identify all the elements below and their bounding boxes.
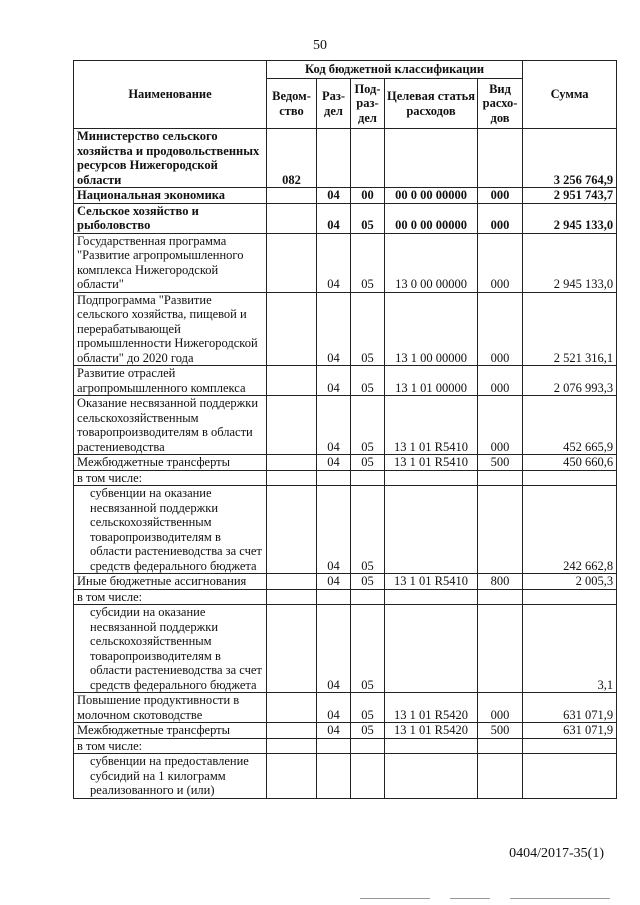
- cell-vid: [478, 605, 523, 693]
- cell-razdel: [317, 470, 351, 486]
- cell-podrazdel: 05: [351, 396, 385, 455]
- cell-podrazdel: 05: [351, 605, 385, 693]
- budget-table: [73, 60, 617, 799]
- cell-vid: [478, 738, 523, 754]
- cell-vid: 000: [478, 693, 523, 723]
- cell-razdel: 04: [317, 203, 351, 233]
- cell-target: 13 1 01 R5420: [385, 723, 478, 739]
- table-row: [74, 605, 617, 693]
- cell-vedomstvo: [267, 470, 317, 486]
- header-razdel: Раз-дел: [317, 79, 351, 129]
- cell-vid: [478, 754, 523, 799]
- cell-razdel: [317, 129, 351, 188]
- cell-target: [385, 738, 478, 754]
- table-header: [74, 61, 617, 129]
- cell-vid: 000: [478, 233, 523, 292]
- cell-vedomstvo: [267, 589, 317, 605]
- cell-target: 13 1 01 R5410: [385, 455, 478, 471]
- cell-podrazdel: 05: [351, 486, 385, 574]
- table-row: [74, 754, 617, 799]
- cell-sum: 3 256 764,9: [523, 129, 617, 188]
- cell-vedomstvo: [267, 738, 317, 754]
- cell-vid: 000: [478, 292, 523, 366]
- cell-target: [385, 486, 478, 574]
- table-row: [74, 233, 617, 292]
- cell-vedomstvo: [267, 396, 317, 455]
- cell-razdel: 04: [317, 233, 351, 292]
- table-row: [74, 129, 617, 188]
- table-row: [74, 188, 617, 204]
- cell-sum: [523, 738, 617, 754]
- cell-vid: 500: [478, 455, 523, 471]
- header-code-group: Код бюджетной классификации: [267, 61, 523, 79]
- cell-vid: 500: [478, 723, 523, 739]
- table-body: [74, 129, 617, 799]
- table-row: [74, 589, 617, 605]
- table-row: [74, 723, 617, 739]
- cell-sum: 242 662,8: [523, 486, 617, 574]
- cell-podrazdel: 05: [351, 203, 385, 233]
- cell-name: в том числе:: [74, 470, 267, 486]
- cell-name: Иные бюджетные ассигнования: [74, 574, 267, 590]
- cell-target: 13 1 01 R5420: [385, 693, 478, 723]
- cell-sum: 452 665,9: [523, 396, 617, 455]
- table-row: [74, 486, 617, 574]
- cell-vid: 000: [478, 188, 523, 204]
- cell-razdel: 04: [317, 605, 351, 693]
- cell-razdel: 04: [317, 188, 351, 204]
- page-number: 50: [313, 38, 327, 53]
- cell-razdel: 04: [317, 292, 351, 366]
- header-vedomstvo: Ведом-ство: [267, 79, 317, 129]
- cell-razdel: [317, 754, 351, 799]
- cell-razdel: 04: [317, 693, 351, 723]
- cell-name: Повышение продуктивности в молочном скотоводстве: [74, 693, 267, 723]
- cell-target: [385, 470, 478, 486]
- cell-razdel: 04: [317, 486, 351, 574]
- cell-name: Государственная программа "Развитие агропромышленного комплекса Нижегородской области": [74, 233, 267, 292]
- table-row: [74, 396, 617, 455]
- cell-name: в том числе:: [74, 589, 267, 605]
- table-row: [74, 203, 617, 233]
- cell-sum: 2 076 993,3: [523, 366, 617, 396]
- cell-target: 00 0 00 00000: [385, 188, 478, 204]
- cell-podrazdel: [351, 589, 385, 605]
- cell-podrazdel: [351, 470, 385, 486]
- header-vid: Вид расхо-дов: [478, 79, 523, 129]
- header-name: Наименование: [74, 61, 267, 129]
- cell-podrazdel: 00: [351, 188, 385, 204]
- cell-vedomstvo: [267, 605, 317, 693]
- cell-vedomstvo: 082: [267, 129, 317, 188]
- cell-razdel: [317, 589, 351, 605]
- cell-vid: [478, 486, 523, 574]
- cell-name: Межбюджетные трансферты: [74, 723, 267, 739]
- cell-sum: 450 660,6: [523, 455, 617, 471]
- cell-vedomstvo: [267, 188, 317, 204]
- cell-razdel: 04: [317, 723, 351, 739]
- cell-sum: 631 071,9: [523, 723, 617, 739]
- cell-sum: 2 945 133,0: [523, 233, 617, 292]
- cell-target: 13 0 00 00000: [385, 233, 478, 292]
- cell-razdel: [317, 738, 351, 754]
- cell-sum: [523, 470, 617, 486]
- cell-podrazdel: 05: [351, 366, 385, 396]
- cell-vedomstvo: [267, 292, 317, 366]
- cell-sum: 2 945 133,0: [523, 203, 617, 233]
- cell-vedomstvo: [267, 754, 317, 799]
- cell-sum: [523, 754, 617, 799]
- cell-name: в том числе:: [74, 738, 267, 754]
- cell-vedomstvo: [267, 574, 317, 590]
- table-row: [74, 738, 617, 754]
- cell-sum: [523, 589, 617, 605]
- cell-vedomstvo: [267, 693, 317, 723]
- cell-vid: 800: [478, 574, 523, 590]
- cell-sum: 2 521 316,1: [523, 292, 617, 366]
- table-row: [74, 693, 617, 723]
- cell-podrazdel: 05: [351, 292, 385, 366]
- table-row: [74, 470, 617, 486]
- bottom-edge-marks: [360, 898, 610, 900]
- cell-vedomstvo: [267, 366, 317, 396]
- table-row: [74, 574, 617, 590]
- header-target: Целевая статья расходов: [385, 79, 478, 129]
- cell-target: [385, 129, 478, 188]
- cell-sum: 2 951 743,7: [523, 188, 617, 204]
- cell-name: субвенции на оказание несвязанной поддержки сельскохозяйственным товаропроизводителям в области растениеводства за счет средств федерального бюджета: [74, 486, 267, 574]
- cell-razdel: 04: [317, 574, 351, 590]
- cell-name: Национальная экономика: [74, 188, 267, 204]
- cell-sum: 3,1: [523, 605, 617, 693]
- cell-vedomstvo: [267, 455, 317, 471]
- cell-podrazdel: 05: [351, 693, 385, 723]
- cell-vid: [478, 589, 523, 605]
- cell-name: Подпрограмма "Развитие сельского хозяйства, пищевой и перерабатывающей промышленности Нижегородской области" до 2020 года: [74, 292, 267, 366]
- cell-vid: [478, 470, 523, 486]
- cell-podrazdel: [351, 129, 385, 188]
- cell-name: Министерство сельского хозяйства и продовольственных ресурсов Нижегородской области: [74, 129, 267, 188]
- cell-vedomstvo: [267, 203, 317, 233]
- cell-razdel: 04: [317, 396, 351, 455]
- cell-target: 13 1 00 00000: [385, 292, 478, 366]
- cell-target: 00 0 00 00000: [385, 203, 478, 233]
- table-row: [74, 455, 617, 471]
- cell-target: 13 1 01 R5410: [385, 396, 478, 455]
- cell-sum: 631 071,9: [523, 693, 617, 723]
- cell-name: Оказание несвязанной поддержки сельскохозяйственным товаропроизводителям в области растениеводства: [74, 396, 267, 455]
- cell-podrazdel: [351, 754, 385, 799]
- cell-target: [385, 754, 478, 799]
- cell-vid: [478, 129, 523, 188]
- header-podrazdel: Под-раз-дел: [351, 79, 385, 129]
- cell-razdel: 04: [317, 366, 351, 396]
- cell-podrazdel: 05: [351, 723, 385, 739]
- cell-vedomstvo: [267, 723, 317, 739]
- cell-vid: 000: [478, 366, 523, 396]
- cell-razdel: 04: [317, 455, 351, 471]
- cell-podrazdel: 05: [351, 233, 385, 292]
- cell-podrazdel: 05: [351, 574, 385, 590]
- cell-target: [385, 589, 478, 605]
- cell-name: субвенции на предоставление субсидий на 1 килограмм реализованного и (или): [74, 754, 267, 799]
- cell-vid: 000: [478, 203, 523, 233]
- cell-vedomstvo: [267, 486, 317, 574]
- cell-name: субсидии на оказание несвязанной поддержки сельскохозяйственным товаропроизводителям в области растениеводства за счет средств федерального бюджета: [74, 605, 267, 693]
- cell-target: [385, 605, 478, 693]
- cell-podrazdel: [351, 738, 385, 754]
- cell-target: 13 1 01 R5410: [385, 574, 478, 590]
- cell-name: Сельское хозяйство и рыболовство: [74, 203, 267, 233]
- cell-vedomstvo: [267, 233, 317, 292]
- cell-podrazdel: 05: [351, 455, 385, 471]
- cell-sum: 2 005,3: [523, 574, 617, 590]
- header-sum: Сумма: [523, 61, 617, 129]
- cell-vid: 000: [478, 396, 523, 455]
- document-id: 0404/2017-35(1): [509, 846, 604, 861]
- cell-name: Межбюджетные трансферты: [74, 455, 267, 471]
- cell-name: Развитие отраслей агропромышленного комплекса: [74, 366, 267, 396]
- table-row: [74, 292, 617, 366]
- cell-target: 13 1 01 00000: [385, 366, 478, 396]
- table-row: [74, 366, 617, 396]
